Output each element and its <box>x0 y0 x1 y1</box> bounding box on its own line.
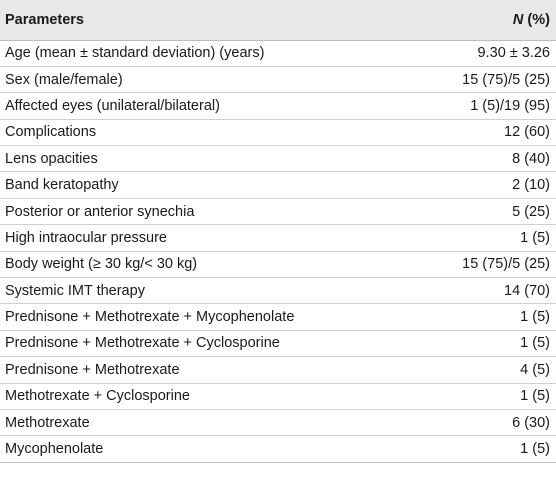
row-label: Prednisone + Methotrexate + Cyclosporine <box>0 330 400 356</box>
table-row <box>0 172 556 198</box>
table-row <box>0 119 556 145</box>
table-row <box>0 409 556 435</box>
row-label: Prednisone + Methotrexate <box>0 357 400 383</box>
table-body <box>0 40 556 462</box>
row-value: 2 (10) <box>400 172 556 198</box>
row-label: Posterior or anterior synechia <box>0 198 400 224</box>
row-value: 15 (75)/5 (25) <box>400 251 556 277</box>
header-n-suffix: (%) <box>523 11 550 28</box>
row-value: 1 (5) <box>400 225 556 251</box>
row-label: Methotrexate + Cyclosporine <box>0 383 400 409</box>
row-value: 8 (40) <box>400 146 556 172</box>
row-value: 15 (75)/5 (25) <box>400 66 556 92</box>
row-label: Affected eyes (unilateral/bilateral) <box>0 93 400 119</box>
row-label: Prednisone + Methotrexate + Mycophenolate <box>0 304 400 330</box>
row-value: 5 (25) <box>400 198 556 224</box>
table-row <box>0 251 556 277</box>
row-label: Lens opacities <box>0 146 400 172</box>
row-label: Systemic IMT therapy <box>0 278 400 304</box>
row-value: 1 (5)/19 (95) <box>400 93 556 119</box>
row-label: Complications <box>0 119 400 145</box>
table-header <box>0 0 556 40</box>
row-value: 1 (5) <box>400 383 556 409</box>
table-row <box>0 146 556 172</box>
header-row <box>0 0 556 40</box>
table-row <box>0 330 556 356</box>
table-row <box>0 436 556 462</box>
table-row <box>0 304 556 330</box>
row-value: 6 (30) <box>400 409 556 435</box>
table-row <box>0 225 556 251</box>
table-row <box>0 278 556 304</box>
row-label: Mycophenolate <box>0 436 400 462</box>
table-row <box>0 40 556 66</box>
row-value: 4 (5) <box>400 357 556 383</box>
header-n-symbol: N <box>512 11 524 28</box>
row-value: 1 (5) <box>400 436 556 462</box>
row-value: 14 (70) <box>400 278 556 304</box>
row-label: Body weight (≥ 30 kg/< 30 kg) <box>0 251 400 277</box>
table-row <box>0 383 556 409</box>
row-value: 1 (5) <box>400 304 556 330</box>
header-n-percent <box>400 0 556 40</box>
row-value: 12 (60) <box>400 119 556 145</box>
row-label: Age (mean ± standard deviation) (years) <box>0 40 400 66</box>
row-label: Sex (male/female) <box>0 66 400 92</box>
table-row <box>0 198 556 224</box>
row-value: 1 (5) <box>400 330 556 356</box>
header-parameters: Parameters <box>0 0 400 40</box>
row-label: High intraocular pressure <box>0 225 400 251</box>
table-row <box>0 93 556 119</box>
row-value: 9.30 ± 3.26 <box>400 40 556 66</box>
row-label: Methotrexate <box>0 409 400 435</box>
table-row <box>0 66 556 92</box>
table-row <box>0 357 556 383</box>
row-label: Band keratopathy <box>0 172 400 198</box>
